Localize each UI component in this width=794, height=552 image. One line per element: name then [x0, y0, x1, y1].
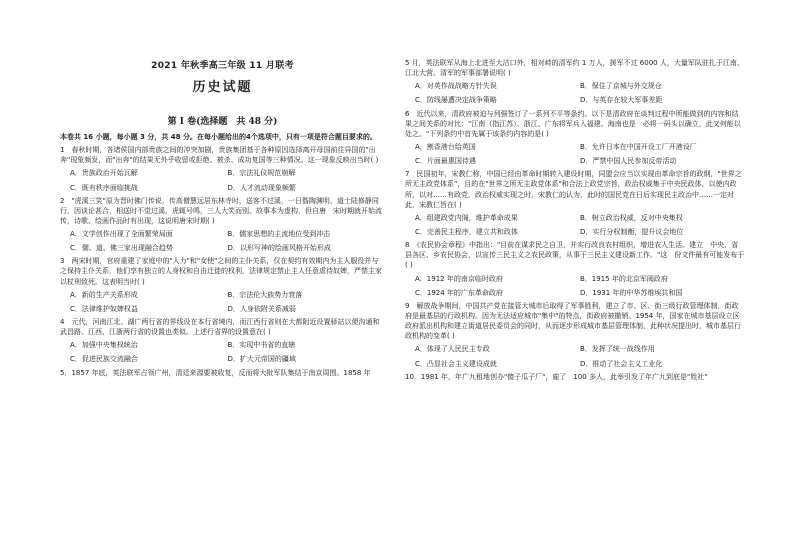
option-item: D．严禁中国人民参加反帝活动 — [580, 157, 677, 166]
option-item: B．儒家思想的主流地位受到冲击 — [227, 230, 331, 239]
right-column — [405, 0, 745, 382]
option-list — [405, 274, 745, 298]
option-item: D．以形写神的绘画风格开始形成 — [227, 244, 331, 253]
option-item: D．人身依附关系减弱 — [227, 304, 296, 313]
question-text: 8 《农民协会章程》中指出："目前在谋求民之自卫，并实行改良农村组织，增进农人生活。建立 中央、省县各区、乡农民协会，以宣传三民主义之农民政策，从事于三民主义建设新工作。"这 份文件最有可能发布于( ) — [405, 241, 745, 270]
option-item: C．既有秩序面临挑战 — [70, 183, 138, 192]
option-list — [60, 290, 385, 314]
subject-title: 历史试题 — [192, 80, 253, 96]
option-item: A．体现了人民民主专政 — [415, 345, 490, 354]
option-list — [405, 81, 745, 105]
option-item: C．凸显社会主义建设成就 — [415, 359, 497, 368]
option-list — [60, 340, 385, 364]
option-list — [60, 229, 385, 253]
option-item: A．组建政党内阁，维护革命成果 — [415, 213, 518, 222]
option-item: D．人才流动现象频繁 — [227, 183, 296, 192]
question-text: 10．1981 年，年广九租地创办"傻子瓜子厂"，雇了 100 多人，此举引发了年广九到底是"姓社" — [405, 372, 708, 381]
question-text: 5．1857 年底，英法联军占领广州，清廷来源要被收复，反而将大批军队集结于南京周围。1858 年 — [60, 368, 371, 377]
option-item: B．1915 年的北京军阀政府 — [580, 274, 668, 283]
option-item: B．允许日本在中国开设工厂开港设厂 — [580, 142, 697, 151]
option-item: D．实行分权制衡，提升议会地位 — [580, 227, 684, 236]
option-item: C．完善民主程序，建立共和政体 — [415, 227, 518, 236]
option-item: C．儒、道、佛三家出现融合趋势 — [70, 244, 173, 253]
option-item: D．推动了社会主义工业化 — [580, 359, 663, 368]
option-item: A．新的生产关系形成 — [70, 290, 138, 299]
right-question-list — [405, 58, 745, 382]
section-title: 第 I 卷(选择题 共 48 分) — [167, 116, 278, 127]
option-item: B．发挥了统一战线作用 — [580, 345, 655, 354]
question-text: 1 春秋时期，各诸侯国内部贵族之间的冲突加剧，贵族集团基于各种原因选择离开母国前往异国的"出奔"现象频发，而"出奔"的结果无外乎收留或拒绝、被杀、成功复国等三种情况。这一现象反映出当时( ) — [60, 146, 379, 165]
exam-title: 2021 年秋季高三年级 11 月联考 — [151, 61, 294, 71]
option-item: A．加强中央集权统治 — [70, 341, 138, 350]
option-list — [405, 142, 745, 166]
option-item: D．与英存在较大军事差距 — [580, 96, 663, 105]
option-item: B．实现中书省的直辖 — [227, 341, 296, 350]
option-list — [405, 213, 745, 237]
option-list — [60, 168, 385, 192]
question-text: 9 解放战争期间，中国共产党在接管大城市后取得了军事胜利，建立了市、区、街三级行政管理体制，街政府是最基层的行政机构。因为无法适应城市"集中"的特点，街政府被撤销。1954 年，国家在城市基层设立区政府派出机构和建立街道居民委员会的同时，从而逐步形成城市基层管理体制，此种状况提出时，城市基层行政机构的变革( ) — [405, 301, 741, 341]
option-item: C．片面最惠国待遇 — [415, 157, 476, 166]
option-item: B．宗法伦大族势力衰落 — [227, 290, 303, 299]
question-text: 3 两宋时期，官府重建了家庭中的"人力"和"女使"之间的主仆关系，仅在契约有效期内为主人服役并与之保持主仆关系，他们享有独立的人身权和自由迁徙的权利，法律规定禁止主人任意虐待奴婢，严禁主家以杖刑致死。这表明当时( ) — [60, 257, 382, 286]
option-item: C．防线屡遭决定战争策略 — [415, 96, 497, 105]
option-item: C．1924 年的广东革命政府 — [415, 288, 503, 297]
option-item: A．1912 年的南京临时政府 — [415, 274, 503, 283]
option-item: A．割香港台给英国 — [415, 142, 476, 151]
left-question-list — [60, 145, 385, 378]
option-item: D．扩大元帝国的疆域 — [227, 355, 296, 364]
option-item: B．宗法礼仪规范崩解 — [227, 169, 296, 178]
option-item: A．文学创作出现了全面繁荣局面 — [70, 230, 173, 239]
option-item: A．贵族政治开始瓦解 — [70, 169, 138, 178]
option-item: B．保住了京城与外交规仓 — [580, 82, 662, 91]
question-text: 2 "虎溪三笑"原为晋时佛门传说，传高僧慧远居东林寺时，送客不过溪，一日偕陶渊明、道士陆修静同行，因谈论甚合，相送时不觉过溪，虎辄号鸣，三人大笑而别。故事本为虚构，但自唐 宋时期就开始流传，诗歌、绘画作品时有出现，这说明唐宋时期( ) — [60, 196, 382, 225]
question-text: 6 近代以来，清政府被迫与列强签订了一系列不平等条约。以下是清政府在谈判过程中所能做到的内容和结果之间关系的对比："江南（指江苏）、浙江、广东将军兵入福建、海南也是 必将一码头以确立，此又何能以处之。"下列条约中首先属于该条约内容的是( ) — [405, 109, 741, 138]
option-item: A．对英作战战略方针失误 — [415, 82, 497, 91]
option-list — [405, 344, 745, 368]
option-item: C．促进民族交流融合 — [70, 355, 138, 364]
question-text: 4 元代，河南江北、湖广两行省的界线设在本行省境内，而江西行省则在大都附近设置驿站以便沟通和武昌路。江西、江浙两行省的设置也类似。上述行省界的设置意在( ) — [60, 318, 380, 337]
option-item: D．1931 年的中华苏维埃共和国 — [580, 288, 683, 297]
instructions: 本卷共 16 小题，每小题 3 分，共 48 分。在每小题给出的4个选项中，只有一项是符合题目要求的。 — [60, 132, 377, 141]
left-column — [60, 0, 385, 378]
question-text: 5 月，英法联军从海上北进至大沽口外，相对峙的清军约 1 万人，援军不过 6000 人，大量军队驻扎于江南、江北大营。清军的军事部署说明( ) — [405, 59, 744, 78]
question-text: 7 民国初年，宋教仁称，中国已经由革命时期转入建设时期，同盟会应当以实现由革命宗旨的政纲，"世界之所无主政党体系"，目的在"世界之所无主政党体系"和合法上政党宗旨，政治权威集于中央民政体，以使内政 所，以对……有政党，政治权威实现之时，宋教仁的认为，此时的国民党在日后实现民主政治中……一定对此，宋教仁旨在( ) — [405, 170, 744, 209]
option-item: B．树立政治权威，反对中央集权 — [580, 213, 683, 222]
option-item: C．法律维护奴婢权益 — [70, 304, 138, 313]
